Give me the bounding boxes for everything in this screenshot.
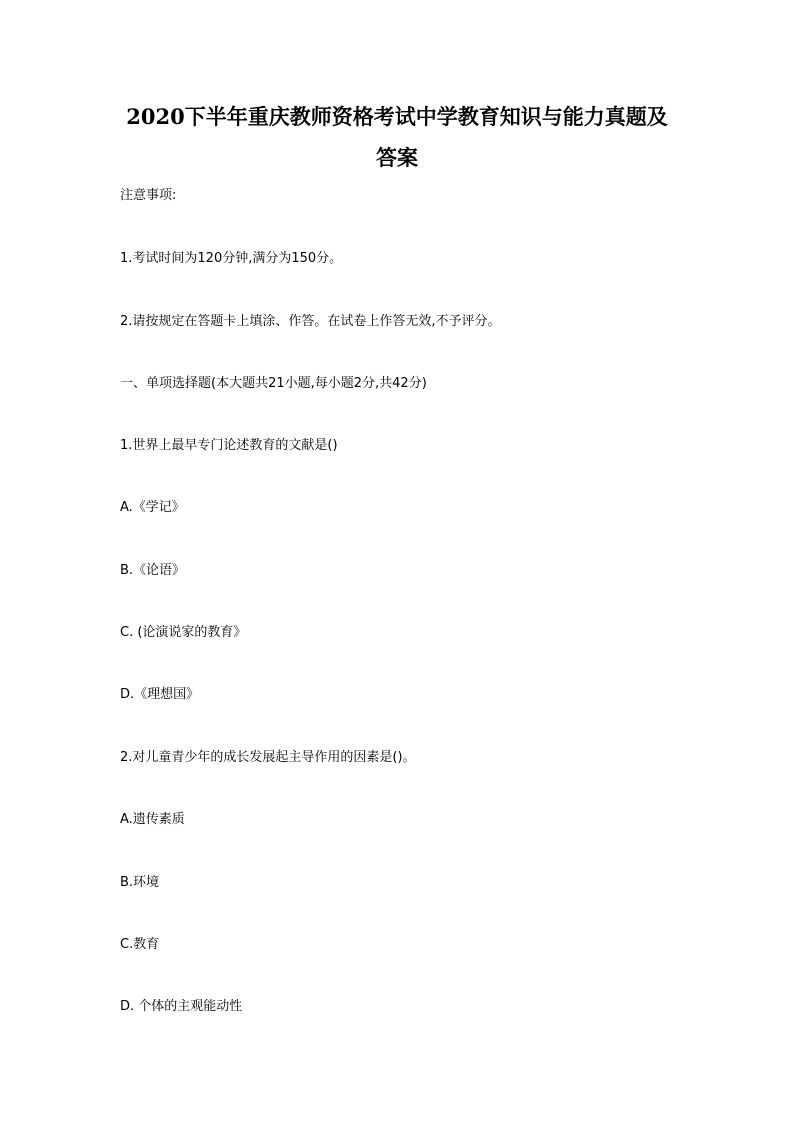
question-2-option-b: B.环境 <box>120 875 160 890</box>
question-2-option-a: A.遗传素质 <box>120 812 185 827</box>
notice-item-1: 1.考试时间为120分钟,满分为150分。 <box>120 251 343 266</box>
question-1-option-b: B.《论语》 <box>120 563 186 578</box>
question-1-stem: 1.世界上最早专门论述教育的文献是() <box>120 438 338 453</box>
question-1-option-a: A.《学记》 <box>120 500 185 515</box>
question-1-option-d: D.《理想国》 <box>120 687 200 702</box>
document-title-line-2: 答案 <box>376 145 418 170</box>
section-heading: 一、单项选择题(本大题共21小题,每小题2分,共42分) <box>120 376 427 391</box>
question-2-option-d: D. 个体的主观能动性 <box>120 999 243 1014</box>
notice-item-2: 2.请按规定在答题卡上填涂、作答。在试卷上作答无效,不予评分。 <box>120 314 501 329</box>
notice-heading: 注意事项: <box>120 188 177 203</box>
question-2-stem: 2.对儿童青少年的成长发展起主导作用的因素是()。 <box>120 750 416 765</box>
document-title-line-1: 2020下半年重庆教师资格考试中学教育知识与能力真题及 <box>126 104 668 129</box>
question-2-option-c: C.教育 <box>120 937 160 952</box>
question-1-option-c: C. (论演说家的教育》 <box>120 625 247 640</box>
